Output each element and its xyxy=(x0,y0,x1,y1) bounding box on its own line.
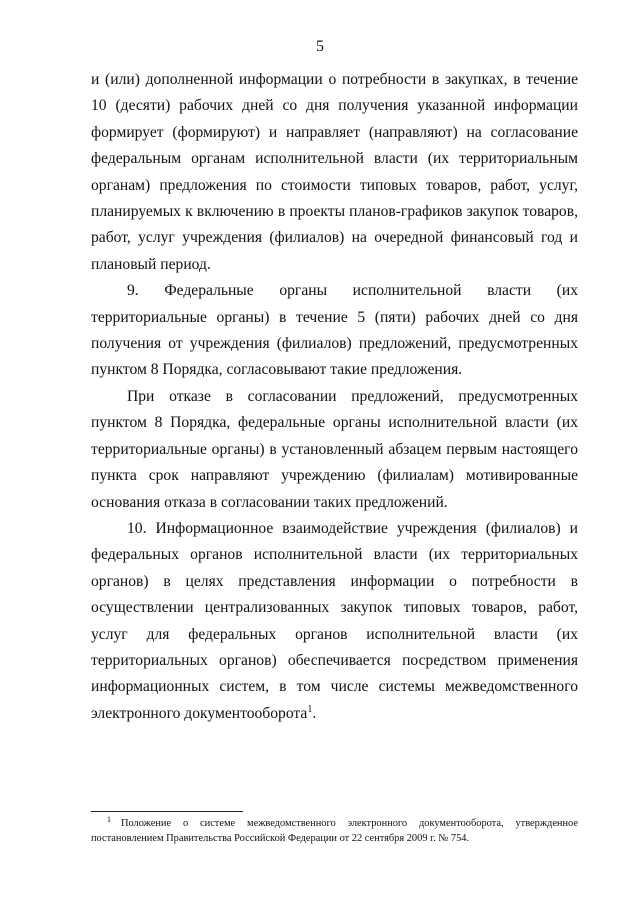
footnote xyxy=(91,816,578,846)
footnote-reference[interactable]: 1 xyxy=(307,703,313,715)
footnote-divider xyxy=(91,811,243,812)
paragraph-item-9: 9. Федеральные органы исполнительной власти (их территориальные органы) в течение 5 (пяти) рабочих дней со дня получения от учреждения (филиалов) предложений, предусмотренных пунктом 8 Порядка, согласовывают такие предложения. xyxy=(91,282,578,379)
paragraph-item-10 xyxy=(91,516,578,727)
footnote-mark: 1 xyxy=(107,814,111,824)
footnote-text: Положение о системе межведомственного электронного документооборота, утвержденное постановлением Правительства Российской Федерации от 22 сентября 2009 г. № 754. xyxy=(91,818,578,844)
paragraph-item-10-end: . xyxy=(312,704,317,722)
page-number: 5 xyxy=(316,38,324,55)
paragraph-refusal: При отказе в согласовании предложений, предусмотренных пунктом 8 Порядка, федеральные органы исполнительной власти (их территориальные органы) в установленный абзацем первым настоящего пункта срок направляют учреждению (филиалам) мотивированные основания отказа в согласовании таких предложений. xyxy=(91,387,578,511)
paragraph-continuation: и (или) дополненной информации о потребности в закупках, в течение 10 (десяти) рабочих дней со дня получения указанной информации формирует (формируют) и направляет (направляют) на согласование федеральным органам исполнительной власти (их территориальным органам) предложения по стоимости типовых товаров, работ, услуг, планируемых к включению в проекты планов-графиков закупок товаров, работ, услуг учреждения (филиалов) на очередной финансовый год и плановый период. xyxy=(91,71,578,273)
body-text xyxy=(91,67,578,727)
paragraph-item-10-text: 10. Информационное взаимодействие учреждения (филиалов) и федеральных органов исполнительной власти (их территориальных органов) в целях представления информации о потребности в осуществлении централизованных закупок типовых товаров, работ, услуг для федеральных органов исполнительной власти (их территориальных органов) обеспечивается посредством применения информационных систем, в том числе системы межведомственного электронного документооборота xyxy=(91,519,578,722)
